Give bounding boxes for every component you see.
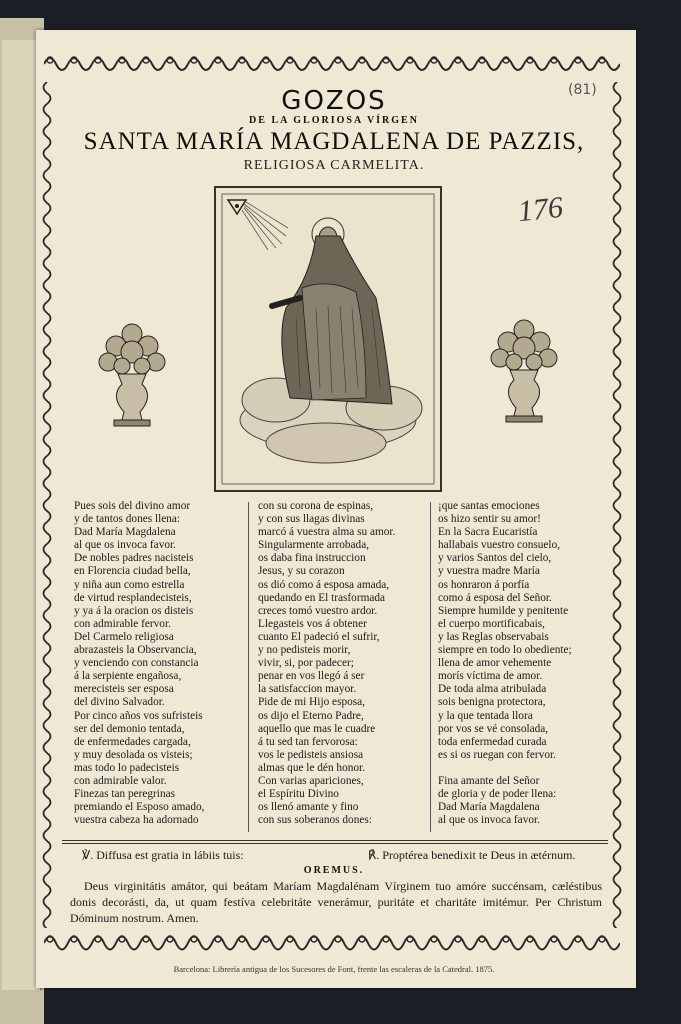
verse-line: y niña aun como estrella — [74, 578, 185, 591]
verse-line: marcó á vuestra alma su amor. — [258, 526, 396, 539]
archive-number: (81) — [568, 82, 597, 98]
verse-line: penar en vos llegó á ser — [258, 670, 365, 683]
verses-block — [74, 500, 606, 838]
verse-line: morís víctima de amor. — [438, 670, 543, 683]
column-divider — [248, 502, 249, 832]
verse-line: os daba fina instruccion — [258, 552, 366, 565]
verse-line: y no pedisteis morir, — [258, 644, 351, 657]
verse-line: Finezas tan peregrinas — [74, 788, 176, 801]
title-order: RELIGIOSA CARMELITA. — [243, 158, 425, 173]
verse-line: os llenó amante y fino — [258, 801, 359, 814]
verse-line: siempre en todo lo obediente; — [438, 644, 572, 657]
verse-line: vuestra cabeza ha adornado — [74, 814, 199, 827]
verse-line: y venciendo con constancia — [74, 657, 199, 670]
verse-line: Siempre humilde y penitente — [438, 604, 569, 617]
verse-line: como á esposa del Señor. — [438, 591, 552, 604]
verse-line: vivir, si, por padecer; — [258, 657, 354, 670]
verse-column-2 — [258, 500, 426, 827]
divider-rule — [62, 843, 608, 844]
verse-line: Pues sois del divino amor — [74, 500, 191, 512]
verse-line: con admirable valor. — [74, 774, 167, 787]
prayer-heading: OREMUS. — [303, 865, 365, 876]
verse-line: os hizo sentir su amor! — [438, 513, 541, 526]
verse-line: os dijo el Eterno Padre, — [258, 709, 364, 722]
verse-line: con su corona de espinas, — [258, 500, 374, 512]
verse-line: llena de amor vehemente — [438, 657, 552, 670]
verse-line: el cuerpo mortificabais, — [438, 617, 545, 630]
verse-line: de enfermedades cargada, — [74, 735, 191, 748]
verse-line: de gloria y de poder llena: — [438, 788, 557, 801]
verse-line: al que os invoca favor. — [74, 539, 176, 552]
verse-line: merecisteis ser esposa — [74, 683, 174, 696]
verse-line: Singularmente arrobada, — [258, 539, 370, 552]
verse-line: y vuestra madre María — [438, 565, 540, 578]
bottom-ornament-border — [44, 928, 620, 958]
verse-line: de virtud resplandecisteis, — [74, 591, 192, 604]
response: ℟. Proptérea benedixit te Deus in ætérnum. — [368, 848, 576, 862]
verse-line: abrazasteis la Observancia, — [74, 644, 197, 657]
verse-line: por vos se vé consolada, — [438, 722, 549, 735]
prayer-text: Deus virginitátis amátor, qui beátam Maríam Magdalénam Vírginem tuo amóre succénsam, cæléstibus donis decorásti, da, ut quam festíva celebritáte venerámur, puritáte et charitáte imitémur. Per Christum Dóminum nostrum. Amen. — [70, 879, 602, 925]
flower-vase-right-icon — [488, 312, 560, 430]
left-ornament-border — [38, 82, 56, 928]
verse-line: y con sus llagas divinas — [258, 513, 365, 526]
verse-line: premiando el Esposo amado, — [74, 801, 205, 814]
verse-line: Por cinco años vos sufristeis — [74, 709, 203, 722]
verse-line: y ya á la oracion os disteis — [74, 604, 194, 617]
verse-line: Dad María Magdalena — [74, 526, 176, 539]
verse-line: ser del demonio tentada, — [74, 722, 185, 735]
divider-rule — [62, 840, 608, 841]
verse-line: En la Sacra Eucaristía — [438, 526, 538, 539]
verse-line: con admirable fervor. — [74, 617, 171, 630]
verse-line: hallabais vuestro consuelo, — [438, 539, 561, 552]
title-subline: DE LA GLORIOSA VÍRGEN — [249, 115, 419, 126]
shelf-number: 176 — [516, 190, 565, 229]
verse-line: la satisfaccion mayor. — [258, 683, 357, 696]
verse-line: y la que tentada llora — [438, 709, 533, 722]
saint-figure — [272, 218, 392, 404]
verse-line: toda enfermedad curada — [438, 735, 547, 748]
verse-line: Del Carmelo religiosa — [74, 630, 174, 643]
verse-line: con sus soberanos dones: — [258, 814, 372, 827]
verse-line: Llegasteis vos á obtener — [258, 617, 367, 630]
right-ornament-border — [608, 82, 626, 928]
verse-line: os dió como á esposa amada, — [258, 578, 390, 591]
verse-line: al que os invoca favor. — [438, 814, 540, 827]
verse-line: Dad María Magdalena — [438, 801, 540, 814]
printer-imprint: Barcelona: Librería antigua de los Sucesores de Font, frente las escaleras de la Catedral. 1875. — [173, 964, 495, 974]
verse-line: Con varias apariciones, — [258, 774, 364, 787]
verse-line — [438, 762, 606, 775]
verse-line: De nobles padres nacisteis — [74, 552, 194, 565]
flower-vase-left-icon — [96, 316, 168, 434]
column-divider — [430, 502, 431, 832]
eye-of-providence-icon — [228, 200, 288, 250]
verse-line: os honraron á porfía — [438, 578, 530, 591]
verse-line: á tu sed tan fervorosa: — [258, 735, 358, 748]
verse-line: Fina amante del Señor — [438, 774, 540, 787]
verse-line: en Florencia ciudad bella, — [74, 565, 191, 578]
versicle: ℣. Diffusa est gratia in lábiis tuis: — [82, 848, 244, 862]
verse-line: quedando en El trasformada — [258, 591, 386, 604]
verse-line: y muy desolada os visteis; — [74, 748, 193, 761]
title-saint-name: SANTA MARÍA MAGDALENA DE PAZZIS, — [83, 128, 585, 155]
verse-column-3 — [438, 500, 606, 827]
verse-line: Pide de mi Hijo esposa, — [258, 696, 365, 709]
verse-line: vos le pedisteis ansiosa — [258, 748, 364, 761]
verse-line: sois benigna protectora, — [438, 696, 546, 709]
verse-line: ¡que santas emociones — [438, 500, 540, 512]
verse-column-1 — [74, 500, 240, 827]
verse-line: De toda alma atribulada — [438, 683, 547, 696]
verse-line: y de tantos dones llena: — [74, 513, 181, 526]
verse-line: del divino Salvador. — [74, 696, 165, 709]
verse-line: y varios Santos del cielo, — [438, 552, 552, 565]
verse-line: y las Reglas observabais — [438, 630, 549, 643]
verse-line: cuanto El padeció el sufrir, — [258, 630, 380, 643]
verse-line: almas que le dén honor. — [258, 761, 365, 774]
verse-line: aquello que mas le cuadre — [258, 722, 376, 735]
top-ornament-border — [44, 50, 620, 78]
verse-line: á la serpiente engañosa, — [74, 670, 182, 683]
verse-line: Jesus, y su corazon — [258, 565, 345, 578]
verse-line: creces tomó vuestro ardor. — [258, 604, 378, 617]
title-gozos: GOZOS — [281, 86, 387, 116]
verse-line: el Espíritu Divino — [258, 788, 339, 801]
verse-line: mas todo lo padecisteis — [74, 761, 180, 774]
verse-line: es si os ruegan con fervor. — [438, 748, 556, 761]
saint-engraving — [214, 186, 442, 492]
